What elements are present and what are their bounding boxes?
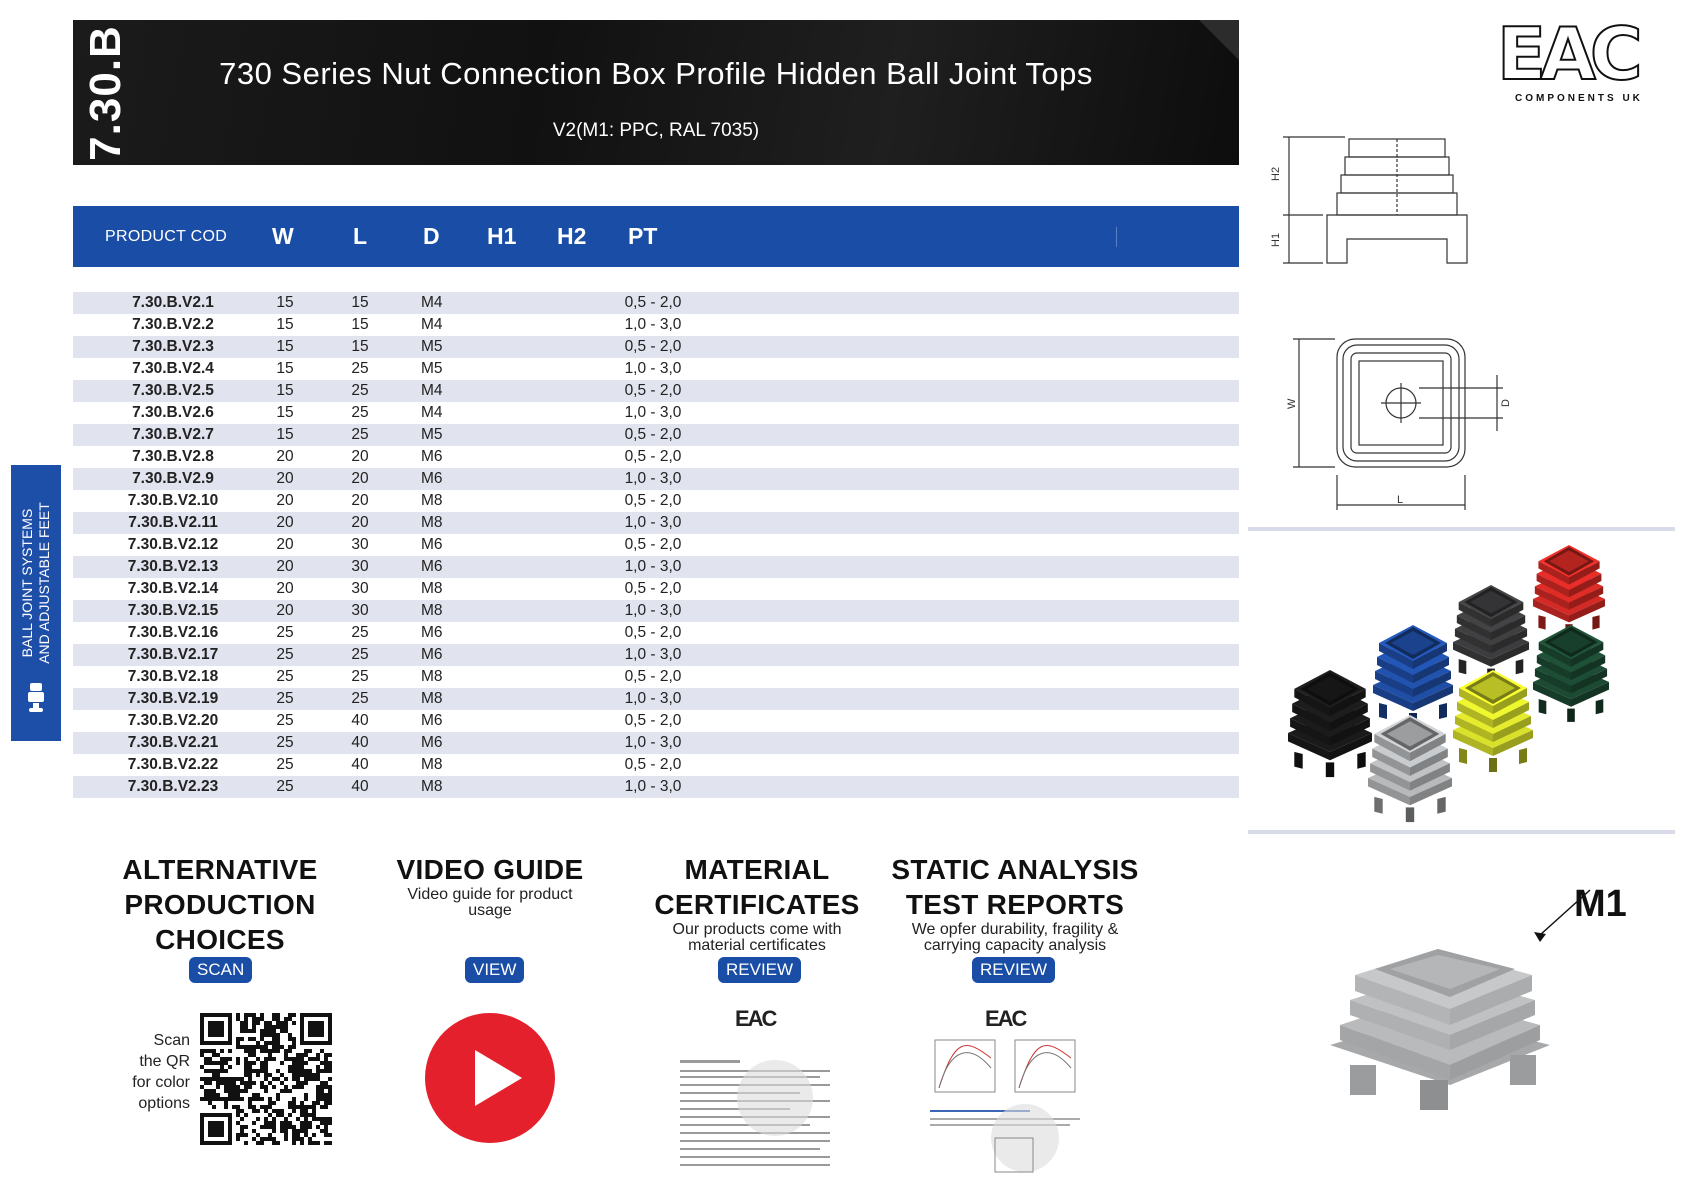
certificate-document-thumbnail[interactable] (675, 998, 840, 1173)
cap-yellow-icon (1453, 670, 1533, 772)
cell-d: M5 (421, 338, 443, 355)
cell-code: 7.30.B.V2.17 (127, 646, 219, 663)
cell-d: M6 (421, 712, 443, 729)
video-desc-2: usage (468, 902, 512, 919)
cap-red-icon (1533, 545, 1605, 637)
cell-code: 7.30.B.V2.16 (127, 624, 219, 641)
cell-pt: 1,0 - 3,0 (624, 646, 682, 663)
cell-d: M4 (421, 382, 443, 399)
category-label (19, 502, 53, 664)
qr-caption-2: the QR (139, 1053, 190, 1070)
cell-d: M6 (421, 470, 443, 487)
alt-title-1: ALTERNATIVE (122, 854, 318, 885)
qr-caption (115, 1030, 190, 1114)
table-row (73, 578, 1239, 600)
cell-code: 7.30.B.V2.14 (127, 580, 219, 597)
table-row (73, 512, 1239, 534)
table-row (73, 754, 1239, 776)
cell-code: 7.30.B.V2.5 (132, 382, 214, 399)
series-code-text: 7.30.B (81, 24, 130, 161)
table-row (73, 666, 1239, 688)
cell-w: 15 (276, 360, 294, 377)
table-row (73, 732, 1239, 754)
table-row (73, 710, 1239, 732)
cell-d: M8 (421, 756, 443, 773)
cell-pt: 1,0 - 3,0 (624, 734, 682, 751)
cell-l: 30 (351, 602, 369, 619)
cell-l: 25 (351, 646, 369, 663)
cell-pt: 0,5 - 2,0 (624, 426, 682, 443)
cell-l: 20 (351, 448, 369, 465)
cell-pt: 0,5 - 2,0 (624, 448, 682, 465)
cap-dark-grey-icon (1453, 585, 1529, 682)
cell-l: 40 (351, 734, 369, 751)
static-title-1: STATIC ANALYSIS (891, 854, 1139, 885)
cell-l: 20 (351, 514, 369, 531)
cell-pt: 0,5 - 2,0 (624, 382, 682, 399)
cell-code: 7.30.B.V2.12 (127, 536, 219, 553)
cell-l: 25 (351, 426, 369, 443)
cell-d: M4 (421, 404, 443, 421)
cell-w: 25 (276, 624, 294, 641)
material-certificates-card (632, 852, 882, 954)
cell-d: M4 (421, 316, 443, 333)
cell-l: 15 (351, 338, 369, 355)
table-row (73, 688, 1239, 710)
label-h2: H2 (1270, 166, 1282, 181)
cell-l: 30 (351, 580, 369, 597)
cell-l: 30 (351, 536, 369, 553)
cell-code: 7.30.B.V2.1 (132, 294, 214, 311)
cell-w: 20 (276, 448, 294, 465)
table-row (73, 468, 1239, 490)
cell-d: M8 (421, 690, 443, 707)
cell-w: 20 (276, 470, 294, 487)
qr-caption-3: for color (132, 1074, 190, 1091)
play-icon[interactable] (425, 1013, 555, 1143)
table-row (73, 424, 1239, 446)
static-analysis-card (890, 852, 1140, 954)
category-line-2: AND ADJUSTABLE FEET (36, 502, 52, 664)
cell-pt: 0,5 - 2,0 (624, 668, 682, 685)
cell-d: M6 (421, 448, 443, 465)
product-table (73, 292, 1239, 798)
cell-l: 40 (351, 712, 369, 729)
page-subtitle: V2(M1: PPC, RAL 7035) (552, 120, 760, 141)
static-title-2: TEST REPORTS (905, 889, 1125, 920)
video-desc-1: Video guide for product (407, 886, 573, 903)
cell-pt: 1,0 - 3,0 (624, 360, 682, 377)
cell-code: 7.30.B.V2.2 (132, 316, 214, 333)
cell-l: 25 (351, 404, 369, 421)
cell-pt: 0,5 - 2,0 (624, 536, 682, 553)
top-view-drawing (1285, 335, 1515, 515)
title-banner (73, 20, 1239, 165)
table-row (73, 446, 1239, 468)
static-desc-1: We opfer durability, fragility & (911, 921, 1119, 938)
page-title: 730 Series Nut Connection Box Profile Hidden Ball Joint Tops (219, 56, 1093, 91)
qr-caption-4: options (138, 1095, 190, 1112)
cell-w: 20 (276, 580, 294, 597)
cell-code: 7.30.B.V2.13 (127, 558, 219, 575)
cell-l: 25 (351, 668, 369, 685)
cap-light-grey-icon (1368, 715, 1452, 822)
static-desc-2: carrying capacity analysis (923, 937, 1107, 954)
table-row (73, 622, 1239, 644)
alt-title-3: CHOICES (155, 924, 285, 955)
divider-bottom (1248, 830, 1675, 834)
cell-l: 30 (351, 558, 369, 575)
cell-d: M8 (421, 778, 443, 795)
cell-pt: 1,0 - 3,0 (624, 404, 682, 421)
cell-code: 7.30.B.V2.20 (127, 712, 219, 729)
cell-code: 7.30.B.V2.7 (132, 426, 214, 443)
doc-logo: EAC (735, 1006, 776, 1031)
cell-w: 20 (276, 514, 294, 531)
cell-pt: 1,0 - 3,0 (624, 514, 682, 531)
cell-w: 25 (276, 668, 294, 685)
table-row (73, 336, 1239, 358)
color-variants-image (1248, 540, 1675, 830)
cell-code: 7.30.B.V2.21 (127, 734, 219, 751)
divider-top (1248, 527, 1675, 531)
logo-sub: COMPONENTS UK (1515, 93, 1643, 104)
cell-l: 15 (351, 316, 369, 333)
material-title-1: MATERIAL (684, 854, 830, 885)
material-title-2: CERTIFICATES (654, 889, 860, 920)
side-view-drawing (1270, 135, 1495, 275)
cell-d: M8 (421, 602, 443, 619)
col-l: L (353, 223, 368, 249)
cell-d: M5 (421, 360, 443, 377)
label-w: W (1286, 398, 1298, 409)
cell-w: 25 (276, 734, 294, 751)
cell-code: 7.30.B.V2.9 (132, 470, 214, 487)
cell-code: 7.30.B.V2.23 (127, 778, 219, 795)
cell-w: 25 (276, 690, 294, 707)
cell-d: M8 (421, 514, 443, 531)
col-product-code: PRODUCT COD (105, 228, 228, 245)
cell-code: 7.30.B.V2.15 (127, 602, 219, 619)
alternative-choices-card (95, 852, 345, 957)
cap-black-icon (1288, 670, 1372, 777)
cell-w: 20 (276, 602, 294, 619)
cell-w: 25 (276, 646, 294, 663)
qr-caption-1: Scan (153, 1032, 190, 1049)
cell-d: M8 (421, 580, 443, 597)
cell-code: 7.30.B.V2.11 (128, 514, 218, 531)
table-row (73, 402, 1239, 424)
header-divider (1116, 227, 1117, 247)
cell-w: 25 (276, 778, 294, 795)
cell-w: 15 (276, 382, 294, 399)
grey-cap-render (1310, 885, 1640, 1115)
cell-d: M6 (421, 624, 443, 641)
static-review-button[interactable]: REVIEW (972, 957, 1055, 983)
cell-code: 7.30.B.V2.19 (127, 690, 219, 707)
cell-l: 15 (351, 294, 369, 311)
table-row (73, 314, 1239, 336)
cell-pt: 1,0 - 3,0 (624, 602, 682, 619)
test-report-thumbnail[interactable] (925, 998, 1090, 1173)
cell-w: 20 (276, 558, 294, 575)
cell-w: 15 (276, 426, 294, 443)
eac-logo (1497, 12, 1652, 104)
category-side-tab[interactable] (11, 465, 61, 741)
table-row (73, 556, 1239, 578)
cell-pt: 0,5 - 2,0 (624, 492, 682, 509)
cell-code: 7.30.B.V2.4 (132, 360, 214, 377)
cell-pt: 1,0 - 3,0 (624, 316, 682, 333)
cell-d: M6 (421, 558, 443, 575)
cap-blue-icon (1373, 625, 1453, 727)
cell-pt: 0,5 - 2,0 (624, 338, 682, 355)
qr-code-icon[interactable] (200, 1013, 332, 1145)
col-w: W (272, 223, 294, 249)
cell-w: 25 (276, 712, 294, 729)
cell-pt: 1,0 - 3,0 (624, 778, 682, 795)
table-row (73, 490, 1239, 512)
table-row (73, 292, 1239, 314)
cell-w: 20 (276, 492, 294, 509)
cell-l: 40 (351, 778, 369, 795)
cell-d: M6 (421, 646, 443, 663)
cell-code: 7.30.B.V2.18 (127, 668, 219, 685)
table-row (73, 644, 1239, 666)
cell-pt: 0,5 - 2,0 (624, 294, 682, 311)
cell-d: M8 (421, 492, 443, 509)
material-review-button[interactable]: REVIEW (718, 957, 801, 983)
material-label: M1 (1574, 883, 1627, 925)
table-row (73, 534, 1239, 556)
cell-pt: 0,5 - 2,0 (624, 580, 682, 597)
cell-l: 20 (351, 492, 369, 509)
cell-d: M8 (421, 668, 443, 685)
alt-title-2: PRODUCTION (124, 889, 316, 920)
col-d: D (423, 223, 440, 249)
cap-green-icon (1533, 625, 1609, 722)
cell-l: 25 (351, 690, 369, 707)
label-d: D (1500, 399, 1512, 407)
video-guide-card (365, 852, 615, 919)
cell-code: 7.30.B.V2.8 (132, 448, 214, 465)
cell-w: 15 (276, 316, 294, 333)
cell-d: M6 (421, 734, 443, 751)
label-h1: H1 (1270, 232, 1282, 247)
banner-corner (1199, 20, 1239, 60)
cell-pt: 0,5 - 2,0 (624, 624, 682, 641)
category-line-1: BALL JOINT SYSTEMS (19, 508, 35, 658)
label-l: L (1397, 494, 1404, 506)
cell-w: 20 (276, 536, 294, 553)
cell-l: 20 (351, 470, 369, 487)
cell-d: M5 (421, 426, 443, 443)
cell-d: M4 (421, 294, 443, 311)
adjustable-foot-icon (26, 683, 46, 713)
cell-d: M6 (421, 536, 443, 553)
cell-pt: 1,0 - 3,0 (624, 470, 682, 487)
cell-l: 25 (351, 624, 369, 641)
material-desc-2: material certificates (688, 937, 826, 954)
table-row (73, 776, 1239, 798)
cell-code: 7.30.B.V2.22 (127, 756, 219, 773)
col-h1: H1 (487, 223, 517, 249)
view-button[interactable]: VIEW (465, 957, 524, 983)
scan-button[interactable]: SCAN (189, 957, 252, 983)
material-desc-1: Our products come with (672, 921, 842, 938)
table-row (73, 358, 1239, 380)
table-row (73, 600, 1239, 622)
report-logo: EAC (985, 1006, 1026, 1031)
cell-code: 7.30.B.V2.3 (132, 338, 214, 355)
cell-pt: 1,0 - 3,0 (624, 558, 682, 575)
table-row (73, 380, 1239, 402)
cell-pt: 0,5 - 2,0 (624, 712, 682, 729)
table-header (73, 206, 1239, 267)
cell-l: 25 (351, 382, 369, 399)
cell-w: 15 (276, 294, 294, 311)
cell-code: 7.30.B.V2.10 (127, 492, 219, 509)
cell-w: 15 (276, 404, 294, 421)
cell-l: 40 (351, 756, 369, 773)
cell-pt: 1,0 - 3,0 (624, 690, 682, 707)
logo-main: EAC (1497, 12, 1637, 96)
video-title: VIDEO GUIDE (396, 854, 584, 885)
col-pt: PT (628, 223, 658, 249)
col-h2: H2 (557, 223, 587, 249)
cell-w: 15 (276, 338, 294, 355)
cell-l: 25 (351, 360, 369, 377)
cell-w: 25 (276, 756, 294, 773)
cell-code: 7.30.B.V2.6 (132, 404, 214, 421)
cell-pt: 0,5 - 2,0 (624, 756, 682, 773)
